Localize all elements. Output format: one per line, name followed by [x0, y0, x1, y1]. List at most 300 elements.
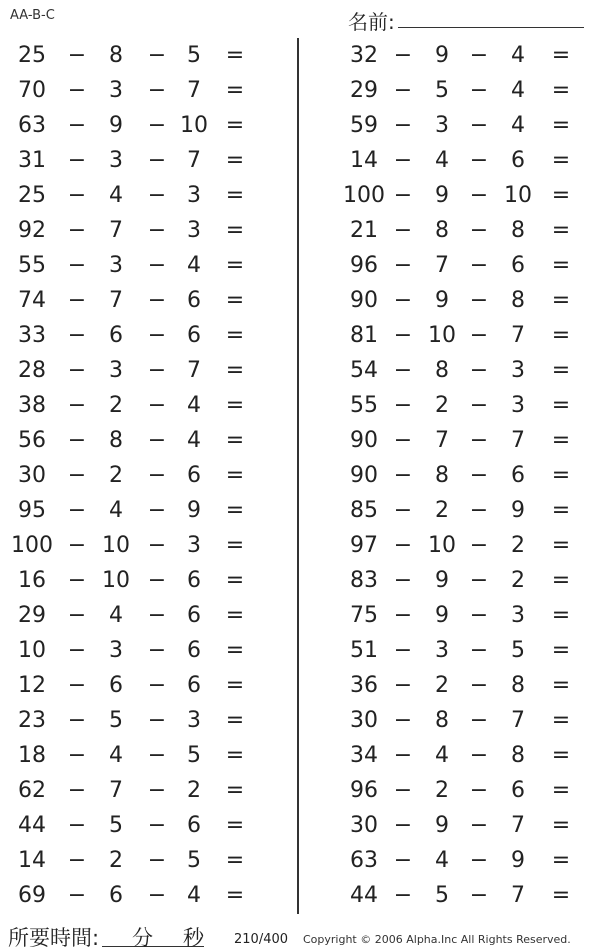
problem-row — [0, 38, 296, 73]
problem-row — [300, 668, 600, 703]
third-number: 2 — [187, 778, 201, 803]
second-number: 6 — [109, 673, 123, 698]
equals-sign: = — [551, 533, 571, 558]
second-number: 8 — [435, 218, 449, 243]
first-number: 75 — [350, 603, 378, 628]
minus-sign: − — [393, 778, 413, 803]
first-number: 18 — [18, 743, 46, 768]
equals-sign: = — [551, 148, 571, 173]
problem-row — [0, 388, 296, 423]
third-number: 2 — [511, 533, 525, 558]
second-number: 4 — [109, 183, 123, 208]
equals-sign: = — [225, 218, 245, 243]
minus-sign: − — [469, 428, 489, 453]
equals-sign: = — [551, 183, 571, 208]
third-number: 5 — [187, 848, 201, 873]
minus-sign: − — [147, 113, 167, 138]
third-number: 6 — [511, 253, 525, 278]
first-number: 16 — [18, 568, 46, 593]
equals-sign: = — [225, 638, 245, 663]
third-number: 6 — [511, 778, 525, 803]
first-number: 54 — [350, 358, 378, 383]
equals-sign: = — [225, 778, 245, 803]
first-number: 10 — [18, 638, 46, 663]
first-number: 44 — [18, 813, 46, 838]
equals-sign: = — [225, 183, 245, 208]
third-number: 9 — [511, 498, 525, 523]
problem-row — [0, 423, 296, 458]
minus-sign: − — [147, 358, 167, 383]
problem-row — [300, 73, 600, 108]
equals-sign: = — [225, 498, 245, 523]
second-number: 5 — [435, 78, 449, 103]
second-number: 4 — [109, 743, 123, 768]
third-number: 7 — [187, 148, 201, 173]
problem-row — [300, 248, 600, 283]
second-number: 3 — [435, 638, 449, 663]
first-number: 25 — [18, 183, 46, 208]
minus-sign: − — [147, 638, 167, 663]
problem-row — [300, 143, 600, 178]
third-number: 3 — [187, 218, 201, 243]
third-number: 10 — [504, 183, 532, 208]
minus-sign: − — [147, 148, 167, 173]
third-number: 7 — [187, 78, 201, 103]
minus-sign: − — [469, 183, 489, 208]
equals-sign: = — [551, 78, 571, 103]
second-number: 2 — [109, 848, 123, 873]
problem-row — [0, 598, 296, 633]
first-number: 30 — [350, 813, 378, 838]
equals-sign: = — [225, 708, 245, 733]
second-number: 9 — [435, 43, 449, 68]
third-number: 3 — [187, 708, 201, 733]
equals-sign: = — [225, 743, 245, 768]
third-number: 4 — [511, 78, 525, 103]
minus-sign: − — [67, 848, 87, 873]
equals-sign: = — [551, 848, 571, 873]
third-number: 4 — [187, 253, 201, 278]
minus-sign: − — [393, 533, 413, 558]
equals-sign: = — [225, 568, 245, 593]
problem-row — [300, 388, 600, 423]
third-number: 7 — [511, 708, 525, 733]
second-number: 4 — [109, 498, 123, 523]
minus-sign: − — [67, 428, 87, 453]
third-number: 3 — [187, 533, 201, 558]
problem-row — [0, 493, 296, 528]
minus-sign: − — [147, 813, 167, 838]
equals-sign: = — [551, 43, 571, 68]
problem-row — [0, 668, 296, 703]
equals-sign: = — [551, 883, 571, 908]
column-divider — [297, 38, 299, 914]
equals-sign: = — [225, 533, 245, 558]
problem-row — [300, 598, 600, 633]
equals-sign: = — [551, 218, 571, 243]
minus-sign: − — [469, 883, 489, 908]
first-number: 85 — [350, 498, 378, 523]
first-number: 55 — [350, 393, 378, 418]
minus-sign: − — [67, 568, 87, 593]
second-number: 10 — [102, 533, 130, 558]
name-label: 名前: — [348, 10, 395, 34]
minus-sign: − — [147, 183, 167, 208]
minus-sign: − — [67, 183, 87, 208]
minus-sign: − — [393, 498, 413, 523]
minus-sign: − — [147, 568, 167, 593]
first-number: 51 — [350, 638, 378, 663]
equals-sign: = — [225, 358, 245, 383]
first-number: 95 — [18, 498, 46, 523]
equals-sign: = — [551, 288, 571, 313]
equals-sign: = — [225, 148, 245, 173]
minus-sign: − — [469, 218, 489, 243]
third-number: 8 — [511, 673, 525, 698]
minus-sign: − — [469, 638, 489, 663]
first-number: 12 — [18, 673, 46, 698]
third-number: 6 — [187, 288, 201, 313]
second-number: 5 — [109, 813, 123, 838]
first-number: 100 — [11, 533, 53, 558]
first-number: 55 — [18, 253, 46, 278]
second-number: 8 — [109, 43, 123, 68]
first-number: 31 — [18, 148, 46, 173]
first-number: 38 — [18, 393, 46, 418]
minus-sign: − — [393, 883, 413, 908]
second-number: 8 — [435, 358, 449, 383]
equals-sign: = — [551, 358, 571, 383]
third-number: 6 — [187, 568, 201, 593]
third-number: 6 — [511, 463, 525, 488]
problem-row — [300, 703, 600, 738]
first-number: 69 — [18, 883, 46, 908]
minus-sign: − — [147, 78, 167, 103]
first-number: 62 — [18, 778, 46, 803]
minus-sign: − — [393, 568, 413, 593]
worksheet-code: AA-B-C — [10, 8, 55, 23]
problem-row — [300, 318, 600, 353]
second-number: 9 — [435, 568, 449, 593]
third-number: 6 — [187, 638, 201, 663]
first-number: 23 — [18, 708, 46, 733]
minus-sign: − — [393, 148, 413, 173]
problem-row — [0, 808, 296, 843]
first-number: 90 — [350, 288, 378, 313]
minus-sign: − — [469, 568, 489, 593]
first-number: 97 — [350, 533, 378, 558]
first-number: 56 — [18, 428, 46, 453]
first-number: 96 — [350, 253, 378, 278]
second-number: 7 — [435, 428, 449, 453]
minus-sign: − — [393, 428, 413, 453]
minus-sign: − — [147, 533, 167, 558]
minus-sign: − — [67, 533, 87, 558]
problem-row — [0, 108, 296, 143]
equals-sign: = — [551, 743, 571, 768]
third-number: 4 — [511, 113, 525, 138]
second-number: 4 — [435, 148, 449, 173]
problem-row — [0, 528, 296, 563]
second-number: 8 — [435, 708, 449, 733]
problem-row — [0, 843, 296, 878]
minus-sign: − — [469, 148, 489, 173]
minus-sign: − — [67, 218, 87, 243]
second-number: 2 — [435, 673, 449, 698]
minus-sign: − — [469, 288, 489, 313]
third-number: 10 — [180, 113, 208, 138]
minus-sign: − — [469, 533, 489, 558]
second-number: 9 — [435, 288, 449, 313]
minus-sign: − — [147, 463, 167, 488]
equals-sign: = — [225, 288, 245, 313]
minus-sign: − — [469, 708, 489, 733]
equals-sign: = — [551, 428, 571, 453]
minus-sign: − — [393, 813, 413, 838]
second-number: 2 — [435, 778, 449, 803]
minus-sign: − — [147, 673, 167, 698]
problem-row — [0, 773, 296, 808]
second-number: 5 — [109, 708, 123, 733]
equals-sign: = — [225, 393, 245, 418]
third-number: 4 — [187, 428, 201, 453]
time-label: 所要時間: — [8, 926, 100, 950]
third-number: 3 — [511, 358, 525, 383]
minus-sign: − — [469, 498, 489, 523]
equals-sign: = — [225, 253, 245, 278]
problem-row — [0, 178, 296, 213]
minus-sign: − — [147, 778, 167, 803]
second-number: 7 — [109, 218, 123, 243]
equals-sign: = — [225, 673, 245, 698]
minus-sign: − — [469, 253, 489, 278]
problem-row — [300, 878, 600, 913]
equals-sign: = — [551, 638, 571, 663]
minus-sign: − — [67, 288, 87, 313]
problem-row — [300, 213, 600, 248]
second-number: 9 — [435, 813, 449, 838]
minus-sign: − — [67, 43, 87, 68]
problem-row — [300, 493, 600, 528]
minus-sign: − — [393, 743, 413, 768]
problem-row — [300, 423, 600, 458]
minus-sign: − — [67, 253, 87, 278]
third-number: 9 — [187, 498, 201, 523]
minus-sign: − — [393, 288, 413, 313]
equals-sign: = — [551, 253, 571, 278]
first-number: 34 — [350, 743, 378, 768]
equals-sign: = — [225, 113, 245, 138]
second-number: 7 — [435, 253, 449, 278]
minus-sign: − — [469, 393, 489, 418]
first-number: 29 — [350, 78, 378, 103]
first-number: 36 — [350, 673, 378, 698]
first-number: 83 — [350, 568, 378, 593]
minus-sign: − — [147, 323, 167, 348]
minus-sign: − — [469, 358, 489, 383]
problem-row — [0, 703, 296, 738]
first-number: 96 — [350, 778, 378, 803]
minus-sign: − — [147, 498, 167, 523]
equals-sign: = — [551, 603, 571, 628]
problem-row — [300, 843, 600, 878]
second-number: 6 — [109, 883, 123, 908]
first-number: 25 — [18, 43, 46, 68]
third-number: 3 — [511, 603, 525, 628]
minus-sign: − — [393, 673, 413, 698]
third-number: 3 — [187, 183, 201, 208]
first-number: 44 — [350, 883, 378, 908]
equals-sign: = — [225, 323, 245, 348]
first-number: 100 — [343, 183, 385, 208]
minus-sign: − — [393, 323, 413, 348]
minus-sign: − — [393, 78, 413, 103]
minus-sign: − — [67, 148, 87, 173]
second-number: 2 — [109, 463, 123, 488]
minus-sign: − — [393, 253, 413, 278]
first-number: 29 — [18, 603, 46, 628]
first-number: 14 — [350, 148, 378, 173]
minus-sign: − — [393, 358, 413, 383]
minus-sign: − — [147, 708, 167, 733]
third-number: 5 — [187, 43, 201, 68]
equals-sign: = — [225, 428, 245, 453]
minus-sign: − — [67, 393, 87, 418]
minus-sign: − — [147, 603, 167, 628]
third-number: 4 — [187, 393, 201, 418]
minus-sign: − — [147, 883, 167, 908]
minus-sign: − — [469, 778, 489, 803]
page-number: 210/400 — [234, 932, 289, 947]
problem-row — [300, 458, 600, 493]
minus-sign: − — [393, 638, 413, 663]
second-number: 3 — [109, 638, 123, 663]
minus-sign: − — [147, 288, 167, 313]
second-number: 9 — [109, 113, 123, 138]
problem-row — [300, 108, 600, 143]
equals-sign: = — [551, 498, 571, 523]
minus-sign: − — [67, 78, 87, 103]
third-number: 4 — [187, 883, 201, 908]
problem-row — [300, 773, 600, 808]
problem-row — [300, 808, 600, 843]
first-number: 33 — [18, 323, 46, 348]
minus-sign: − — [147, 848, 167, 873]
problem-row — [0, 353, 296, 388]
minus-sign: − — [147, 393, 167, 418]
minus-sign: − — [67, 743, 87, 768]
problem-row — [300, 563, 600, 598]
minus-sign: − — [393, 393, 413, 418]
third-number: 6 — [187, 323, 201, 348]
equals-sign: = — [225, 43, 245, 68]
minus-sign: − — [67, 638, 87, 663]
minus-sign: − — [469, 78, 489, 103]
second-number: 4 — [435, 848, 449, 873]
second-number: 6 — [109, 323, 123, 348]
first-number: 90 — [350, 428, 378, 453]
seconds-label: 秒 — [183, 926, 204, 950]
problem-row — [0, 738, 296, 773]
second-number: 3 — [435, 113, 449, 138]
minus-sign: − — [67, 883, 87, 908]
equals-sign: = — [551, 813, 571, 838]
minus-sign: − — [393, 463, 413, 488]
equals-sign: = — [551, 113, 571, 138]
second-number: 10 — [428, 323, 456, 348]
equals-sign: = — [551, 778, 571, 803]
third-number: 4 — [511, 43, 525, 68]
minus-sign: − — [147, 43, 167, 68]
minus-sign: − — [469, 43, 489, 68]
third-number: 2 — [511, 568, 525, 593]
minus-sign: − — [393, 603, 413, 628]
problem-row — [0, 213, 296, 248]
minus-sign: − — [469, 743, 489, 768]
second-number: 2 — [109, 393, 123, 418]
copyright-text: Copyright © 2006 Alpha.Inc All Rights Reserved. — [303, 933, 571, 946]
problem-row — [0, 633, 296, 668]
second-number: 3 — [109, 148, 123, 173]
equals-sign: = — [551, 463, 571, 488]
second-number: 3 — [109, 78, 123, 103]
problem-row — [300, 283, 600, 318]
second-number: 8 — [109, 428, 123, 453]
third-number: 6 — [511, 148, 525, 173]
minus-sign: − — [393, 113, 413, 138]
second-number: 3 — [109, 253, 123, 278]
problem-row — [0, 283, 296, 318]
first-number: 14 — [18, 848, 46, 873]
minus-sign: − — [393, 183, 413, 208]
minus-sign: − — [67, 673, 87, 698]
second-number: 2 — [435, 393, 449, 418]
third-number: 5 — [187, 743, 201, 768]
minus-sign: − — [469, 673, 489, 698]
problem-row — [300, 178, 600, 213]
minus-sign: − — [469, 848, 489, 873]
minutes-label: 分 — [132, 926, 153, 950]
minus-sign: − — [393, 708, 413, 733]
third-number: 5 — [511, 638, 525, 663]
problem-row — [0, 458, 296, 493]
third-number: 7 — [511, 813, 525, 838]
second-number: 4 — [109, 603, 123, 628]
equals-sign: = — [551, 673, 571, 698]
minus-sign: − — [67, 323, 87, 348]
minus-sign: − — [147, 218, 167, 243]
third-number: 3 — [511, 393, 525, 418]
minus-sign: − — [67, 113, 87, 138]
minus-sign: − — [67, 603, 87, 628]
minus-sign: − — [469, 463, 489, 488]
first-number: 59 — [350, 113, 378, 138]
third-number: 6 — [187, 463, 201, 488]
second-number: 3 — [109, 358, 123, 383]
equals-sign: = — [225, 463, 245, 488]
problem-row — [0, 878, 296, 913]
first-number: 30 — [350, 708, 378, 733]
minus-sign: − — [67, 463, 87, 488]
second-number: 2 — [435, 498, 449, 523]
first-number: 74 — [18, 288, 46, 313]
problem-row — [300, 528, 600, 563]
second-number: 7 — [109, 288, 123, 313]
second-number: 9 — [435, 183, 449, 208]
minus-sign: − — [67, 813, 87, 838]
first-number: 70 — [18, 78, 46, 103]
equals-sign: = — [225, 603, 245, 628]
